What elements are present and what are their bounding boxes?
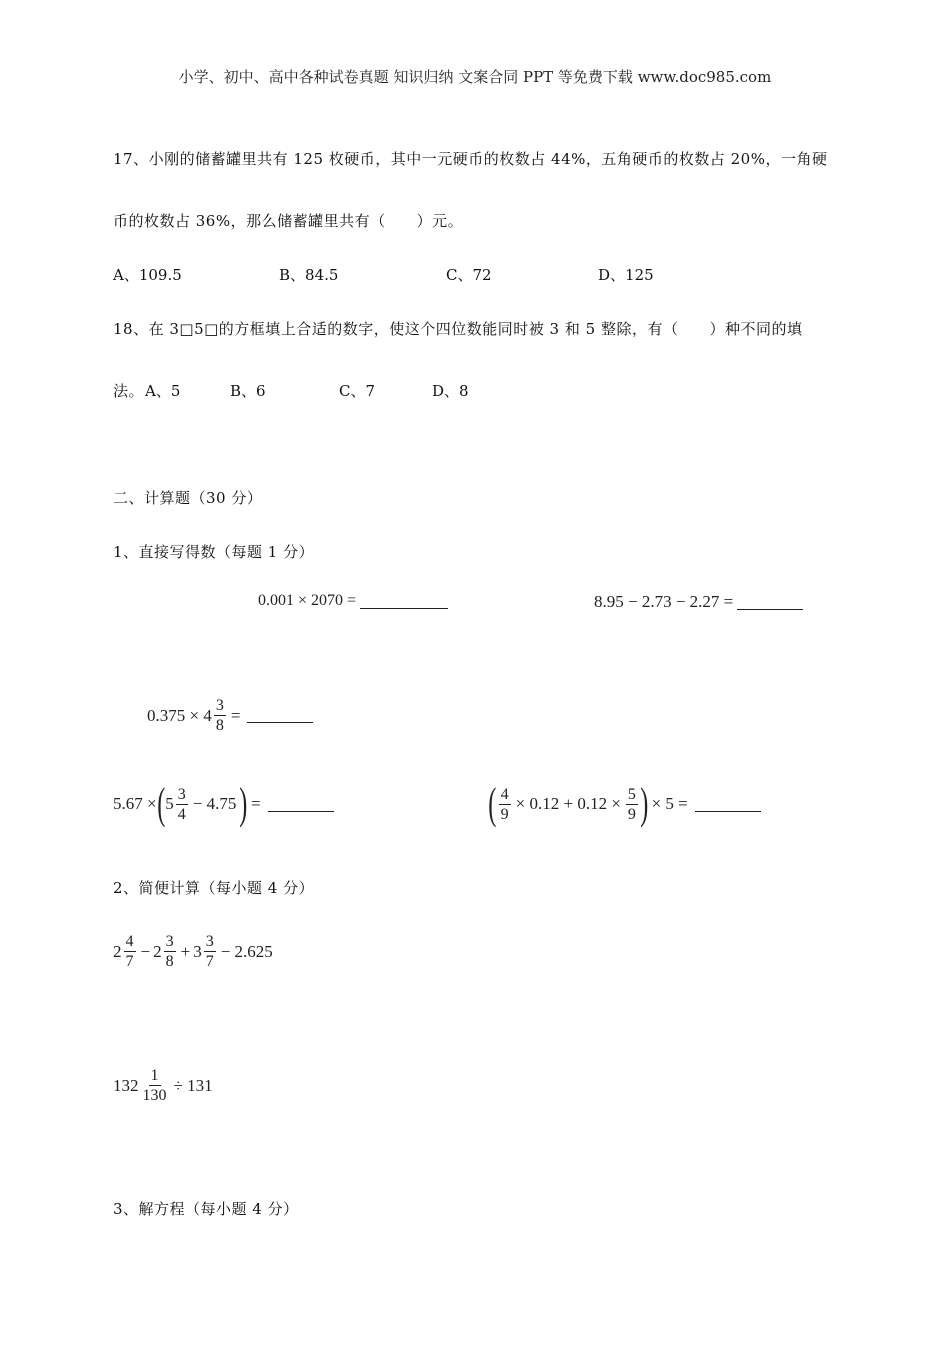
- part3-title: 3、解方程（每小题 4 分）: [113, 1200, 299, 1218]
- calc-1-den-2: 8: [165, 953, 174, 970]
- page-header: 小学、初中、高中各种试卷真题 知识归纳 文案合同 PPT 等免费下载 www.doc985.com: [178, 68, 772, 86]
- expr-5-rparen: ): [640, 779, 649, 828]
- calc-1-num-1: 4: [125, 933, 134, 950]
- expr-5-middle: × 0.12 + 0.12 ×: [515, 794, 621, 813]
- expr-4-eq: =: [251, 794, 261, 813]
- expr-5-num-2: 5: [627, 785, 636, 803]
- calc-1-op-1: −: [140, 941, 151, 961]
- expr-4-whole: 5: [165, 794, 174, 813]
- q18-option-d: D、8: [432, 382, 469, 400]
- expr-3-eq: =: [230, 705, 241, 725]
- expr-4-a: 5.67 ×: [113, 794, 157, 813]
- part1-title: 1、直接写得数（每题 1 分）: [113, 543, 315, 561]
- calc-1-fraction-3: [204, 932, 216, 971]
- answer-blank-3[interactable]: [247, 708, 313, 723]
- section2-title: 二、计算题（30 分）: [113, 489, 263, 507]
- q18-option-b: B、6: [230, 382, 266, 400]
- expr-5-tail: × 5 =: [651, 794, 688, 813]
- expr-5: [488, 779, 761, 828]
- q17-option-c: C、72: [446, 266, 492, 284]
- calc-1-den-1: 7: [125, 953, 134, 970]
- expr-4-den: 4: [177, 805, 186, 823]
- expr-4-fraction: [176, 785, 188, 824]
- q17-line1: 17、小刚的储蓄罐里共有 125 枚硬币，其中一元硬币的枚数占 44%，五角硬币的枚数占 20%，一角硬: [113, 150, 828, 168]
- expr-5-num-1: 4: [500, 785, 509, 803]
- calc-2-num: 1: [150, 1067, 159, 1084]
- expr-1: [258, 592, 448, 610]
- expr-5-den-1: 9: [500, 805, 509, 823]
- calc-2-fraction: [141, 1066, 169, 1105]
- calc-1-fraction-1: [124, 932, 136, 971]
- expr-5-den-2: 9: [627, 805, 636, 823]
- expr-3-fraction: [214, 696, 226, 735]
- expr-5-fraction-2: [626, 785, 638, 824]
- part2-title: 2、简便计算（每小题 4 分）: [113, 879, 315, 897]
- q17-option-b: B、84.5: [279, 266, 339, 284]
- calc-1-tail: − 2.625: [220, 941, 273, 961]
- q18-option-c: C、7: [339, 382, 376, 400]
- answer-blank-1[interactable]: [360, 594, 448, 609]
- q17-option-a: A、109.5: [113, 266, 182, 284]
- expr-4-num: 3: [177, 785, 186, 803]
- calc-1-num-3: 3: [205, 933, 214, 950]
- calc-2-tail: ÷ 131: [173, 1075, 213, 1095]
- calc-1-num-2: 3: [165, 933, 174, 950]
- expr-3: [147, 696, 313, 735]
- q17-line2: 币的枚数占 36%，那么储蓄罐里共有（ ）元。: [113, 212, 464, 230]
- expr-2-text: 8.95 − 2.73 − 2.27 =: [594, 592, 734, 611]
- expr-5-lparen: (: [488, 779, 497, 828]
- expr-3-a: 0.375 × 4: [147, 705, 212, 725]
- answer-blank-4[interactable]: [268, 797, 334, 812]
- calc-1: [113, 932, 276, 971]
- calc-1-op-2: +: [180, 941, 191, 961]
- calc-1-fraction-2: [164, 932, 176, 971]
- calc-1-w1: 2: [113, 941, 122, 961]
- calc-2-whole: 132: [113, 1075, 139, 1095]
- expr-3-den: 8: [215, 717, 224, 734]
- expr-4: [113, 779, 334, 828]
- q18-line1: 18、在 3□5□的方框填上合适的数字，使这个四位数能同时被 3 和 5 整除，有（ ）种不同的填: [113, 320, 803, 338]
- calc-2-den: 130: [142, 1087, 167, 1104]
- calc-1-w2: 2: [153, 941, 162, 961]
- expr-2: [594, 592, 803, 612]
- expr-4-rparen: ): [239, 779, 248, 828]
- expr-4-lparen: (: [156, 779, 165, 828]
- q18-line2-start: 法。: [113, 382, 145, 400]
- expr-1-text: 0.001 × 2070 =: [258, 592, 357, 609]
- expr-4-b: − 4.75: [192, 794, 237, 813]
- answer-blank-5[interactable]: [695, 797, 761, 812]
- q17-option-d: D、125: [598, 266, 654, 284]
- calc-1-den-3: 7: [205, 953, 214, 970]
- expr-3-num: 3: [215, 697, 224, 714]
- expr-5-fraction-1: [499, 785, 511, 824]
- calc-1-w3: 3: [193, 941, 202, 961]
- answer-blank-2[interactable]: [737, 595, 803, 610]
- q18-option-a: A、5: [145, 382, 181, 400]
- calc-2: [113, 1066, 216, 1105]
